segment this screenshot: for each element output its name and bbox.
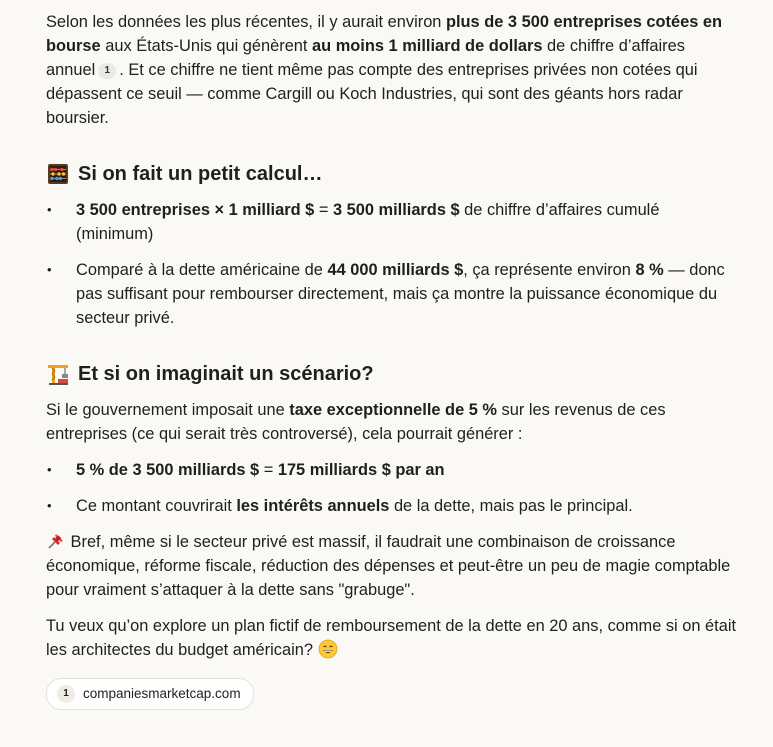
intro-text-2: aux États-Unis qui génèrent	[100, 37, 313, 55]
scenario-text-1: Si le gouvernement imposait une	[46, 401, 290, 419]
closing-paragraph	[46, 614, 736, 662]
scenario-text-2: sur les revenus de ces entreprises (ce qui serait très controversé), cela pourrait générer :	[46, 401, 666, 443]
calc-item2-text-3: — donc pas suffisant pour rembourser directement, mais ça montre la puissance économique du secteur privé.	[76, 261, 725, 327]
calc-item2-text-1: Comparé à la dette américaine de	[76, 261, 328, 279]
bref-paragraph	[46, 530, 736, 602]
scenario-heading	[46, 360, 736, 388]
intro-bold-1: plus de 3 500 entreprises cotées en bourse	[46, 13, 723, 55]
calc-item1-bold-1: 3 500 entreprises × 1 milliard $	[76, 201, 315, 219]
calc-item1-text-1: =	[314, 201, 333, 219]
scenario-item2-bold-1: les intérêts annuels	[236, 497, 390, 515]
calc-item1-text-2: de chiffre d’affaires cumulé (minimum)	[76, 201, 660, 243]
closing-text: Tu veux qu’on explore un plan fictif de remboursement de la dette en 20 ans, comme si on était les architectes du budget américain?	[46, 617, 737, 659]
scenario-item1-text-1: =	[259, 461, 278, 479]
calc-heading	[46, 160, 736, 188]
intro-paragraph	[46, 10, 736, 130]
scenario-paragraph	[46, 398, 736, 446]
intro-text-3: de chiffre d’affaires annuel	[46, 37, 685, 79]
calc-item2-bold-2: 8 %	[635, 261, 664, 279]
list-item	[46, 198, 736, 246]
source-number: 1	[57, 685, 75, 703]
scenario-item2-text-1: Ce montant couvrirait	[76, 497, 237, 515]
scenario-list	[46, 458, 736, 518]
scenario-bold-1: taxe exceptionnelle de 5 %	[289, 401, 497, 419]
scenario-heading-text: Et si on imaginait un scénario?	[78, 363, 374, 385]
source-chip[interactable]	[46, 678, 254, 710]
scenario-item1-bold-1: 5 % de 3 500 milliards $	[76, 461, 260, 479]
calc-list	[46, 198, 736, 330]
bref-text: Bref, même si le secteur privé est massif, il faudrait une combinaison de croissance économique, réforme fiscale, réduction des dépenses et peut-être un peu de magie comptable pour vraiment s’attaquer à la dette sans "grabuge".	[46, 533, 731, 599]
assistant-message	[46, 10, 736, 710]
pushpin-icon	[46, 531, 66, 551]
calc-heading-text: Si on fait un petit calcul…	[78, 163, 323, 185]
source-label: companiesmarketcap.com	[83, 686, 241, 701]
citation-marker[interactable]: 1	[98, 63, 116, 79]
intro-bold-2: au moins 1 milliard de dollars	[312, 37, 543, 55]
abacus-icon	[46, 162, 70, 186]
intro-text-4: . Et ce chiffre ne tient même pas compte des entreprises privées non cotées qui dépassent ce seuil — comme Cargill ou Koch Industries, qui sont des géants hors radar boursier.	[46, 61, 698, 127]
scenario-item2-text-2: de la dette, mais pas le principal.	[389, 497, 633, 515]
list-item	[46, 494, 736, 518]
list-item	[46, 258, 736, 330]
scenario-item1-bold-2: 175 milliards $ par an	[277, 461, 445, 479]
list-item	[46, 458, 736, 482]
calc-item1-bold-2: 3 500 milliards $	[332, 201, 460, 219]
calc-item2-bold-1: 44 000 milliards $	[327, 261, 464, 279]
construction-crane-icon	[46, 362, 70, 386]
intro-text-1: Selon les données les plus récentes, il y aurait environ	[46, 13, 446, 31]
calc-item2-text-2: , ça représente environ	[463, 261, 636, 279]
grinning-face-icon	[318, 639, 338, 659]
